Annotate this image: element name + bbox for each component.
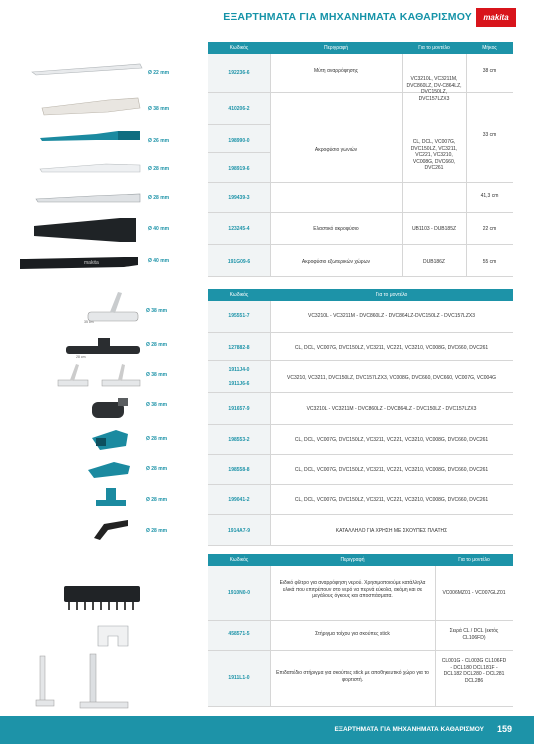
t2-row2-diameter: Ø 28 mm	[146, 342, 168, 348]
row-divider	[208, 182, 513, 183]
outdoor-nozzle-image	[14, 249, 140, 273]
row-divider	[208, 424, 513, 425]
wall-bracket-image	[94, 622, 134, 650]
row-divider	[208, 454, 513, 455]
t2-row8-diameter: Ø 28 mm	[146, 528, 168, 534]
t2-row7-model: CL, DCL, VC007G, DVC150LZ, VC3211, VC221, VC3210, VC008G, DVC660, DVC261	[294, 497, 489, 503]
t3-row3-description: Επιδαπέδιο στήριγμα για σκούπες stick με αποθηκευτικό χώρο για το φορτιστή.	[276, 670, 429, 683]
th-description: Περιγραφή	[323, 45, 349, 51]
row-divider	[208, 360, 513, 361]
row3-diameter: Ø 26 mm	[148, 138, 170, 144]
row6-model: UB1103 - DUB185Z	[411, 226, 457, 232]
t2-row6-code: 198558-8	[228, 467, 250, 473]
divider	[270, 301, 271, 545]
row-divider	[208, 620, 513, 621]
t3-row3-code: 1911L1-0	[228, 675, 250, 681]
divider	[402, 54, 403, 276]
row2-code: 410206-2	[228, 106, 250, 112]
t3-row2-code: 458571-5	[228, 631, 250, 637]
divider	[466, 54, 467, 276]
row2-diameter: Ø 38 mm	[148, 106, 170, 112]
row6-description: Ελαστικό ακροφύσιο	[313, 226, 359, 232]
row6-diameter: Ø 40 mm	[148, 226, 170, 232]
t2-row7-code: 199041-2	[228, 497, 250, 503]
row6-code: 123245-4	[228, 226, 250, 232]
turbo-brush-image	[86, 394, 134, 424]
t2-row4-code: 191657-9	[228, 406, 250, 412]
row-divider	[208, 244, 513, 245]
row-divider	[208, 152, 270, 153]
table1-header	[208, 42, 513, 54]
model-group-1: VC3210L, VC3211M, DVC860LZ, DV-C864LZ, DVC150LZ, DVC157LZX3	[406, 76, 462, 102]
row-divider	[208, 545, 513, 546]
t2-row2-code: 127882-8	[228, 345, 250, 351]
t2-row6-diameter: Ø 28 mm	[146, 466, 168, 472]
t2-row2-model: CL, DCL, VC007G, DVC150LZ, VC3211, VC221, VC3210, VC008G, DVC660, DVC261	[294, 345, 489, 351]
row-divider	[208, 276, 513, 277]
t2-row8-code: 1914A7-9	[228, 528, 250, 534]
row-divider	[208, 332, 513, 333]
row7-model: DUB186Z	[423, 259, 445, 265]
row7-code: 191G09-6	[227, 259, 251, 265]
row7-description: Ακροφύσιο εξωτερικών χώρων	[301, 259, 371, 265]
crevice-nozzle-38mm-image	[38, 96, 143, 118]
svg-text:makita: makita	[84, 260, 99, 266]
brush-set-image	[56, 360, 142, 394]
t2-row1-code: 195551-7	[228, 313, 250, 319]
t3-row1-code: 1910N0-0	[228, 590, 250, 596]
row-divider	[208, 124, 270, 125]
t2-row3-diameter: Ø 38 mm	[146, 372, 168, 378]
rubber-nozzle-image	[30, 216, 140, 244]
code-column-bg	[208, 301, 270, 545]
t2-row7-diameter: Ø 28 mm	[146, 497, 168, 503]
th-model: Για το μοντέλο	[375, 292, 408, 298]
t2-row6-model: CL, DCL, VC007G, DVC150LZ, VC3211, VC221, VC3210, VC008G, DVC660, DVC261	[294, 467, 489, 473]
water-filter-image	[60, 578, 144, 614]
row-divider	[208, 706, 513, 707]
length-41cm: 41,3 cm	[480, 193, 499, 199]
t2-row3-code2: 1911J6-6	[228, 381, 250, 387]
code-column-bg	[208, 54, 270, 276]
th-model: Για το μοντέλο	[418, 45, 450, 51]
t2-row4-model: VC3210L - VC3211M - DVC860LZ - DVC864LZ - DVC150LZ - DVC157LZX3	[306, 406, 477, 412]
t2-row5-diameter: Ø 28 mm	[146, 436, 168, 442]
desc-suction-tip: Μύτη αναρρόφησης	[313, 68, 359, 74]
row6-length: 22 cm	[482, 226, 497, 232]
row3-code: 198990-0	[228, 138, 250, 144]
th-code: Κωδικός	[229, 292, 249, 298]
row4-diameter: Ø 28 mm	[148, 166, 170, 172]
model-group-2: CL, DCL, VC007G, DVC150LZ, VC3211, VC221, VC3210, VC008G, DVC660, DVC261	[410, 139, 458, 171]
row-divider	[208, 392, 513, 393]
brand-logo: makita	[476, 8, 516, 27]
length-38cm: 38 cm	[482, 68, 497, 74]
corner-nozzle-26mm-image	[36, 128, 142, 144]
corner-nozzle-28mm-image	[36, 160, 142, 176]
wide-floor-nozzle-image	[62, 336, 144, 358]
t2-row1-model: VC3210L - VC3211M - DVC860LZ - DVC864LZ-DVC150LZ - DVC157LZX3	[307, 313, 476, 319]
row-divider	[208, 514, 513, 515]
divider	[435, 566, 436, 706]
t2-row8-model: ΚΑΤΑΛΛΗΛΟ ΓΙΑ ΧΡΗΣΗ ΜΕ ΣΚΟΥΠΕΣ ΠΛΑΤΗΣ	[335, 528, 448, 534]
table3-header	[208, 554, 513, 566]
footer-title: ΕΞΑΡΤΗΜΑΤΑ ΓΙΑ ΜΗΧΑΝΗΜΑΤΑ ΚΑΘΑΡΙΣΜΟΥ	[334, 726, 484, 733]
page-number: 159	[496, 724, 512, 734]
t2-row4-diameter: Ø 38 mm	[146, 402, 168, 408]
t2-row3-model: VC3210, VC3211, DVC150LZ, DVC157LZX3, VC008G, DVC660, DVC660, VC007G, VC004G	[287, 375, 496, 381]
upholstery-nozzle-image	[86, 426, 132, 452]
row5-code: 199439-3	[228, 195, 250, 201]
page-footer	[0, 716, 534, 744]
t3-row1-description: Ειδικό φίλτρο για αναρρόφηση νερού. Χρησιμοποιούμε κατάλληλα υλικά που επιτρέπουν στο νερό να περνά εύκολα, ακόμη και σε μεγάλους όγκους και αποσπάσματα.	[279, 580, 426, 599]
table2-header	[208, 289, 513, 301]
th-description: Περιγραφή	[340, 557, 365, 563]
th-model: Για το μοντέλο	[458, 557, 490, 563]
desc-corner-nozzle: Ακροφύσιο γωνιών	[314, 147, 358, 153]
adapter-elbow-image	[88, 516, 134, 544]
page-title: ΕΞΑΡΤΗΜΑΤΑ ΓΙΑ ΜΗΧΑΝΗΜΑΤΑ ΚΑΘΑΡΙΣΜΟΥ	[223, 11, 472, 23]
row-divider	[208, 92, 513, 93]
t3-row3-model: CL001G - CL003G CL106FD - DCL180 DCL181F - DCL182 DCL280 - DCL281 DCL286	[441, 658, 507, 684]
t2-row5-model: CL, DCL, VC007G, DVC150LZ, VC3211, VC221, VC3210, VC008G, DVC660, DVC261	[294, 437, 489, 443]
divider	[270, 54, 271, 276]
th-code: Κωδικός	[229, 557, 249, 563]
divider	[270, 566, 271, 706]
size-label-28cm: 28 cm	[76, 355, 86, 359]
round-brush-image	[92, 486, 132, 512]
crevice-nozzle-22mm-image	[30, 62, 145, 76]
row7-diameter: Ø 40 mm	[148, 258, 170, 264]
row5-diameter: Ø 28 mm	[148, 195, 170, 201]
th-code: Κωδικός	[229, 45, 249, 51]
t3-row2-model: Σειρά CL / DCL (εκτός CL106FD)	[449, 628, 499, 641]
row1-code: 192236-6	[228, 70, 250, 76]
t3-row2-description: Στήριγμα τοίχου για σκούπες stick	[315, 631, 390, 637]
row-divider	[208, 650, 513, 651]
row4-code: 198919-6	[228, 166, 250, 172]
wide-nozzle-image	[84, 456, 134, 480]
row1-diameter: Ø 22 mm	[148, 70, 170, 76]
floor-stand-image	[30, 652, 140, 710]
row-divider	[208, 484, 513, 485]
row7-length: 55 cm	[482, 259, 497, 265]
row-divider	[208, 212, 513, 213]
t2-row5-code: 198553-2	[228, 437, 250, 443]
th-length: Μήκος	[482, 45, 497, 51]
page-header	[0, 8, 534, 30]
length-33cm: 33 cm	[482, 132, 497, 138]
t2-row3-code: 1911J4-0	[228, 367, 250, 373]
t3-row1-model: VC006MZ01 - VC007GLZ01	[442, 590, 506, 596]
size-label-35cm: 35 cm	[84, 320, 94, 324]
t2-row1-diameter: Ø 38 mm	[146, 308, 168, 314]
corner-nozzle-28mm-long-image	[32, 190, 142, 206]
